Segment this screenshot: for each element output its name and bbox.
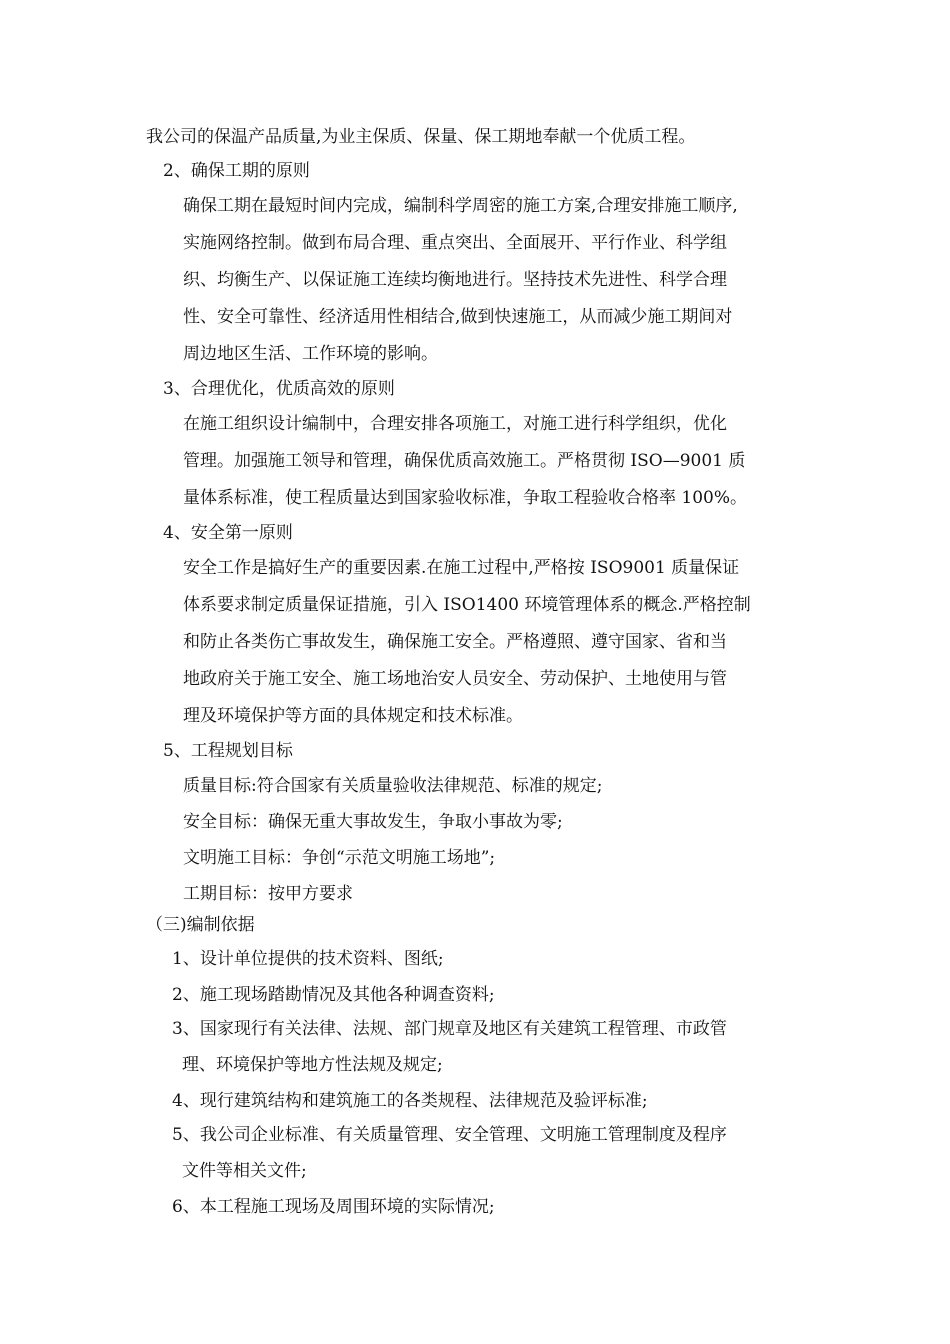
principle-2-line: 性、安全可靠性、经济适用性相结合,做到快速施工，从而减少施工期间对 — [183, 307, 733, 327]
principle-4-heading: 4、安全第一原则 — [163, 523, 293, 543]
basis-item: 2、施工现场踏勘情况及其他各种调查资料; — [172, 985, 495, 1005]
principle-3-line: 在施工组织设计编制中，合理安排各项施工，对施工进行科学组织，优化 — [183, 414, 727, 434]
principle-2-heading: 2、确保工期的原则 — [163, 161, 310, 181]
basis-item: 3、国家现行有关法律、法规、部门规章及地区有关建筑工程管理、市政管 — [172, 1019, 727, 1039]
principle-3-line: 量体系标准，使工程质量达到国家验收标准，争取工程验收合格率 100%。 — [183, 488, 748, 508]
basis-item: 1、设计单位提供的技术资料、图纸; — [172, 949, 444, 969]
basis-item-continuation: 理、环境保护等地方性法规及规定; — [182, 1055, 443, 1075]
principle-4-line: 体系要求制定质量保证措施，引入 ISO1400 环境管理体系的概念.严格控制 — [183, 595, 751, 615]
basis-item-continuation: 文件等相关文件; — [182, 1161, 307, 1181]
principle-4-line: 和防止各类伤亡事故发生，确保施工安全。严格遵照、遵守国家、省和当 — [183, 632, 727, 652]
principle-5-heading: 5、工程规划目标 — [163, 741, 293, 761]
principle-2-line: 织、均衡生产、以保证施工连续均衡地进行。坚持技术先进性、科学合理 — [183, 270, 727, 290]
principle-2-line: 确保工期在最短时间内完成，编制科学周密的施工方案,合理安排施工顺序, — [183, 196, 738, 216]
principle-2-line: 实施网络控制。做到布局合理、重点突出、全面展开、平行作业、科学组 — [183, 233, 727, 253]
principle-2-line: 周边地区生活、工作环境的影响。 — [183, 344, 438, 364]
basis-section-heading: （三)编制依据 — [146, 915, 255, 935]
principle-4-line: 地政府关于施工安全、施工场地治安人员安全、劳动保护、土地使用与管 — [183, 669, 727, 689]
basis-item: 6、本工程施工现场及周围环境的实际情况; — [172, 1197, 495, 1217]
intro-continuation-text: 我公司的保温产品质量,为业主保质、保量、保工期地奉献一个优质工程。 — [146, 127, 696, 147]
basis-item: 4、现行建筑结构和建筑施工的各类规程、法律规范及验评标准; — [172, 1091, 648, 1111]
principle-3-heading: 3、合理优化，优质高效的原则 — [163, 379, 395, 399]
goal-line: 工期目标：按甲方要求 — [183, 884, 353, 904]
goal-line: 质量目标:符合国家有关质量验收法律规范、标准的规定; — [183, 776, 603, 796]
principle-4-line: 理及环境保护等方面的具体规定和技术标准。 — [183, 706, 523, 726]
principle-3-line: 管理。加强施工领导和管理，确保优质高效施工。严格贯彻 ISO—9001 质 — [183, 451, 746, 471]
principle-4-line: 安全工作是搞好生产的重要因素.在施工过程中,严格按 ISO9001 质量保证 — [183, 558, 740, 578]
basis-item: 5、我公司企业标准、有关质量管理、安全管理、文明施工管理制度及程序 — [172, 1125, 727, 1145]
goal-line: 安全目标：确保无重大事故发生，争取小事故为零; — [183, 812, 563, 832]
goal-line: 文明施工目标：争创“示范文明施工场地”; — [183, 848, 496, 868]
